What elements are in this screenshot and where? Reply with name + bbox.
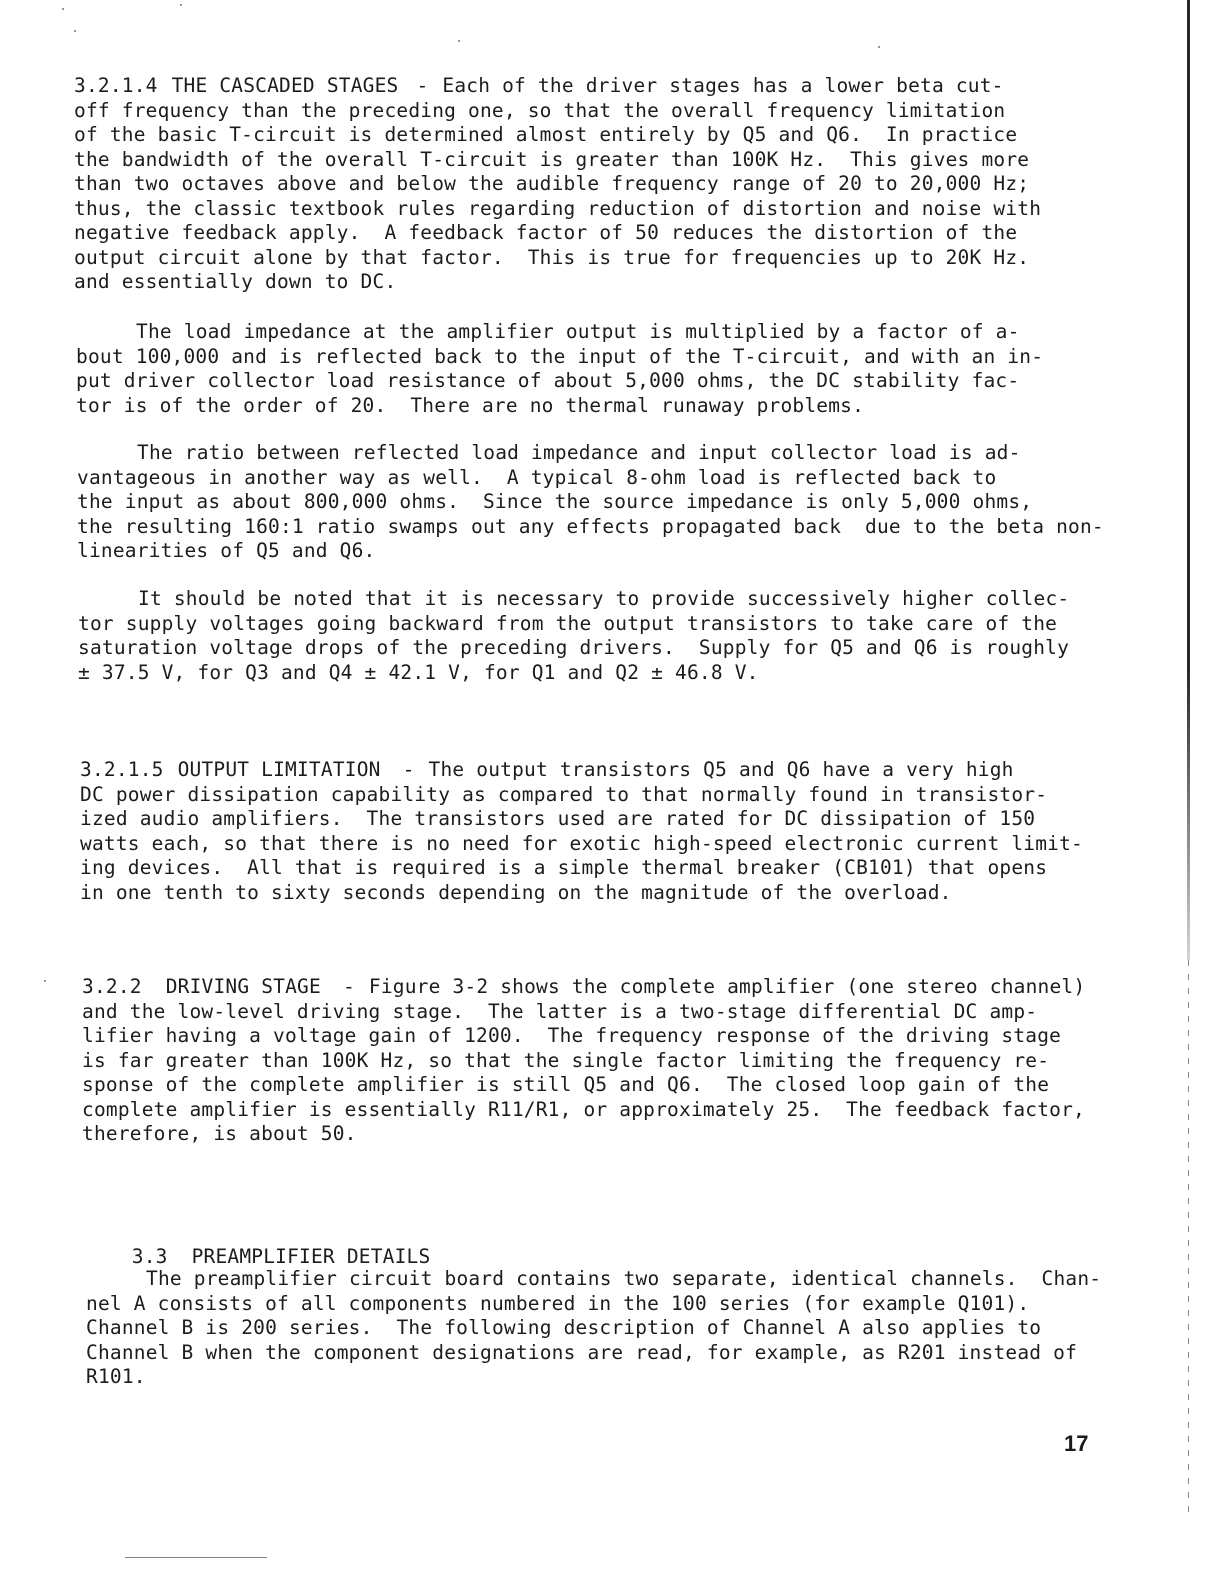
footer-rule xyxy=(125,1557,267,1558)
section-title: DRIVING STAGE xyxy=(165,975,321,998)
body-line: bout 100,000 and is reflected back to the input of the T-circuit, and with an in- xyxy=(76,344,1044,368)
body-line: lifier having a voltage gain of 1200. The frequency response of the driving stage xyxy=(82,1024,1062,1047)
body-line: The ratio between reflected load impedance and input collector load is ad- xyxy=(137,441,1021,464)
section-3-2-1-4 xyxy=(74,74,1119,295)
section-first-line xyxy=(82,975,1127,1000)
section-separator: - xyxy=(342,975,355,998)
scan-speck xyxy=(74,30,76,32)
body-line: and essentially down to DC. xyxy=(74,270,397,293)
body-line: tor is of the order of 20. There are no thermal runaway problems. xyxy=(76,393,865,417)
body-line: nel A consists of all components numbered in the 100 series (for example Q101). xyxy=(86,1291,1030,1315)
body-line: output circuit alone by that factor. This is true for frequencies up to 20K Hz. xyxy=(74,245,1030,269)
scan-speck xyxy=(180,4,182,6)
section-first-line xyxy=(80,758,1125,783)
scan-speck xyxy=(458,40,460,42)
body-line: of the basic T-circuit is determined almost entirely by Q5 and Q6. In practice xyxy=(74,123,1018,146)
body-line: The load impedance at the amplifier output is multiplied by a factor of a- xyxy=(136,320,1020,343)
section-title: OUTPUT LIMITATION xyxy=(177,758,381,781)
scan-edge-line xyxy=(1187,0,1190,960)
body-line: linearities of Q5 and Q6. xyxy=(77,539,376,562)
section-separator: - xyxy=(416,74,429,97)
section-number: 3.3 xyxy=(131,1245,168,1268)
body-line: saturation voltage drops of the preceding drivers. Supply for Q5 and Q6 is roughly xyxy=(78,636,1070,659)
body-line: ized audio amplifiers. The transistors used are rated for DC dissipation of 150 xyxy=(80,807,1036,830)
section-3-2-1-5 xyxy=(80,758,1125,905)
scan-edge-dashes xyxy=(1188,960,1189,1520)
scan-speck xyxy=(44,980,46,982)
section-number: 3.2.2 xyxy=(82,975,142,998)
body-line: in one tenth to sixty seconds depending on the magnitude of the overload. xyxy=(80,880,952,904)
paragraph-load-impedance xyxy=(76,320,1121,418)
body-line: DC power dissipation capability as compared to that normally found in transistor- xyxy=(80,782,1048,806)
paragraph-ratio xyxy=(77,441,1122,564)
body-line: complete amplifier is essentially R11/R1, or approximately 25. The feedback factor, xyxy=(82,1097,1085,1121)
body-line: sponse of the complete amplifier is still Q5 and Q6. The closed loop gain of the xyxy=(82,1073,1050,1096)
body-line: thus, the classic textbook rules regarding reduction of distortion and noise with xyxy=(74,196,1042,220)
body-line: than two octaves above and below the audible frequency range of 20 to 20,000 Hz; xyxy=(74,172,1030,195)
body-line: the bandwidth of the overall T-circuit is greater than 100K Hz. This gives more xyxy=(74,147,1030,171)
section-number: 3.2.1.4 xyxy=(74,74,158,97)
body-line: put driver collector load resistance of about 5,000 ohms, the DC stability fac- xyxy=(76,369,1020,392)
body-line: Channel B is 200 series. The following description of Channel A also applies to xyxy=(86,1316,1042,1339)
body-line: the resulting 160:1 ratio swamps out any effects propagated back due to the beta non- xyxy=(77,514,1104,538)
section-3-2-2 xyxy=(82,975,1127,1147)
body-line: the input as about 800,000 ohms. Since the source impedance is only 5,000 ohms, xyxy=(77,490,1033,513)
section-number: 3.2.1.5 xyxy=(80,758,164,781)
section-title: THE CASCADED STAGES xyxy=(171,74,399,97)
body-line: The output transistors Q5 and Q6 have a very high xyxy=(428,758,1014,781)
section-first-line xyxy=(74,74,1119,99)
body-line: Each of the driver stages has a lower beta cut- xyxy=(442,74,1004,97)
body-line: Figure 3-2 shows the complete amplifier (one stereo channel) xyxy=(368,975,1086,998)
body-line: and the low-level driving stage. The latter is a two-stage differential DC amp- xyxy=(82,999,1038,1023)
body-line: It should be noted that it is necessary to provide successively higher collec- xyxy=(138,587,1070,610)
section-separator: - xyxy=(402,758,415,781)
paragraph-supply xyxy=(78,587,1123,685)
body-line: off frequency than the preceding one, so that the overall frequency limitation xyxy=(74,98,1006,122)
body-line: Channel B when the component designations are read, for example, as R201 instead of xyxy=(86,1340,1078,1364)
body-line: R101. xyxy=(86,1365,146,1388)
body-line: ± 37.5 V, for Q3 and Q4 ± 42.1 V, for Q1 and Q2 ± 46.8 V. xyxy=(78,660,759,684)
body-line: The preamplifier circuit board contains two separate, identical channels. Chan- xyxy=(146,1267,1102,1290)
scan-speck xyxy=(62,8,64,10)
page-number: 17 xyxy=(1064,1431,1089,1456)
body-line: therefore, is about 50. xyxy=(82,1122,357,1145)
body-line: watts each, so that there is no need for exotic high-speed electronic current limit- xyxy=(80,831,1083,855)
body-line: is far greater than 100K Hz, so that the single factor limiting the frequency re- xyxy=(82,1048,1050,1072)
paragraph-preamp xyxy=(86,1267,1131,1390)
body-line: vantageous in another way as well. A typical 8-ohm load is reflected back to xyxy=(77,465,997,489)
scan-speck xyxy=(878,46,880,48)
body-line: tor supply voltages going backward from the output transistors to take care of the xyxy=(78,611,1058,635)
body-line: ing devices. All that is required is a simple thermal breaker (CB101) that opens xyxy=(80,856,1048,879)
body-line: negative feedback apply. A feedback factor of 50 reduces the distortion of the xyxy=(74,221,1018,244)
section-title: PREAMPLIFIER DETAILS xyxy=(191,1245,431,1268)
